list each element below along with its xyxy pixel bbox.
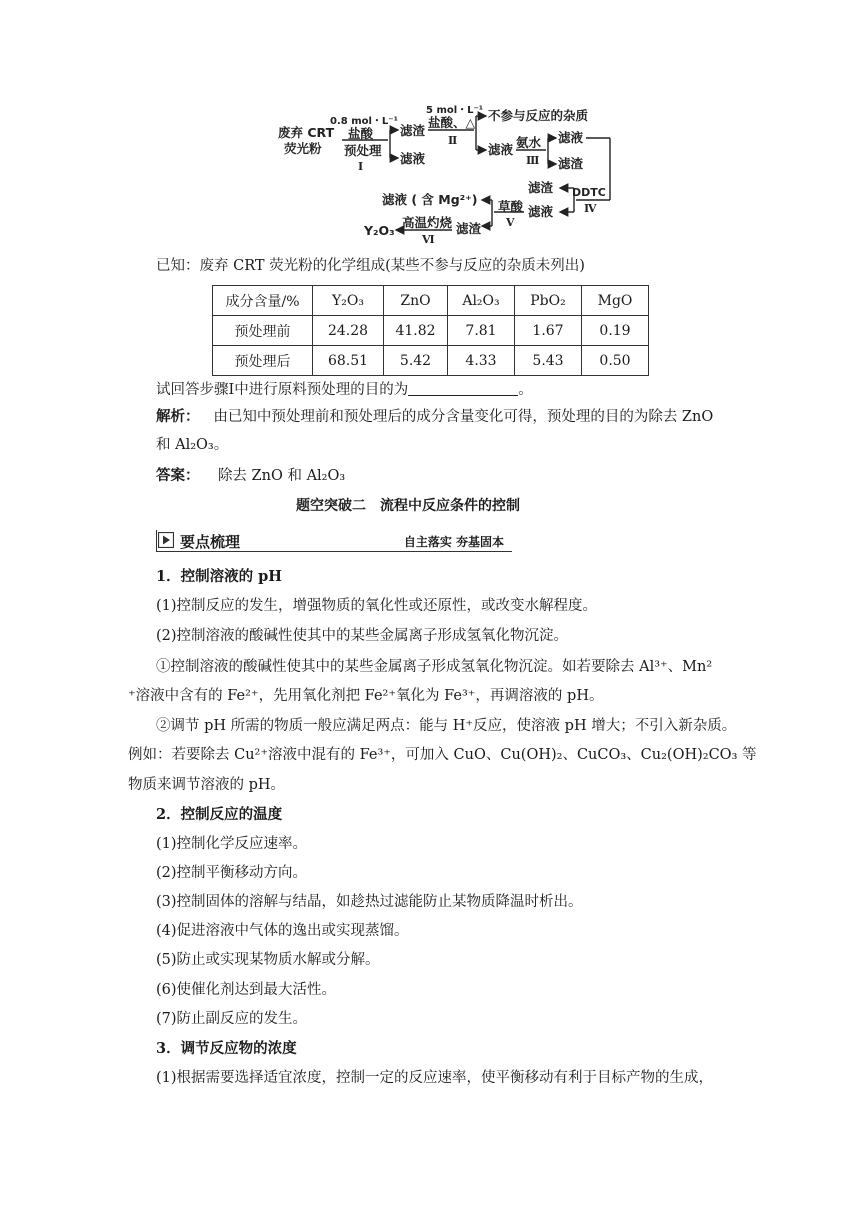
- paragraph: (1)根据需要选择适宜浓度，控制一定的反应速率，使平衡移动有利于目标产物的生成，: [156, 1070, 714, 1086]
- banner-left-bar: [156, 530, 157, 552]
- heading-2: 2．控制反应的温度: [156, 806, 283, 823]
- table-header-cell: ZnO: [384, 286, 448, 316]
- analysis-line1: [156, 407, 713, 427]
- question-text: 试回答步骤Ⅰ中进行原料预处理的目的为: [156, 382, 409, 398]
- banner-subtitle: 自主落实 夯基固本: [403, 535, 504, 549]
- table-header-cell: Al₂O₃: [448, 286, 515, 316]
- paragraph: (5)防止或实现某物质水解或分解。: [156, 952, 380, 968]
- paragraph: (1)控制反应的发生，增强物质的氧化性或还原性，或改变水解程度。: [156, 598, 598, 614]
- paragraph: (2)控制溶液的酸碱性使其中的某些金属离子形成氢氧化物沉淀。: [156, 628, 569, 644]
- banner-rule: [156, 551, 512, 552]
- paragraph: ②调节 pH 所需的物质一般应满足两点：能与 H⁺反应，使溶液 pH 增大；不引入新杂质。: [156, 718, 737, 734]
- question-end: 。: [518, 382, 533, 398]
- paragraph: ⁺溶液中含有的 Fe²⁺，先用氧化剂把 Fe²⁺氧化为 Fe³⁺，再调溶液的 pH。: [128, 688, 604, 704]
- flow-c1-step: Ⅰ: [358, 160, 364, 173]
- table-header-row: [213, 286, 649, 316]
- flow-filtrate1: 滤液: [400, 151, 426, 166]
- section-title: 题空突破二 流程中反应条件的控制: [296, 498, 520, 514]
- table-cell: 预处理后: [213, 346, 313, 376]
- flow-residue1: 滤渣: [400, 123, 426, 138]
- table-cell: 7.81: [448, 316, 515, 346]
- flow-filtrate4: 滤液: [528, 204, 554, 219]
- answer-line: [156, 466, 345, 486]
- flow-c3-step: Ⅲ: [526, 154, 540, 167]
- answer-text: 除去 ZnO 和 Al₂O₃: [217, 468, 346, 484]
- table-cell: 预处理前: [213, 316, 313, 346]
- banner-title: 要点梳理: [180, 533, 241, 551]
- table-cell: 1.67: [515, 316, 582, 346]
- flow-start-line1: 废弃 CRT: [278, 125, 335, 140]
- answer-label: 答案：: [156, 467, 200, 484]
- paragraph: (7)防止副反应的发生。: [156, 1011, 308, 1027]
- flow-c2-top: 5 mol・L⁻¹: [426, 105, 484, 116]
- paragraph: (1)控制化学反应速率。: [156, 836, 308, 852]
- flow-filtrate3: 滤液: [558, 130, 584, 145]
- flow-residue5: 滤渣: [456, 221, 482, 236]
- heading-3: 3．调节反应物的浓度: [156, 1040, 297, 1057]
- flow-c1-top: 0.8 mol・L⁻¹: [330, 116, 398, 127]
- flow-filtrate2: 滤液: [488, 142, 514, 157]
- paragraph: 例如：若要除去 Cu²⁺溶液中混有的 Fe³⁺，可加入 CuO、Cu(OH)₂、CuCO₃、Cu₂(OH)₂CO₃ 等: [128, 747, 757, 763]
- composition-table: [212, 285, 649, 376]
- table-header-cell: MgO: [582, 286, 649, 316]
- table-header-cell: PbO₂: [515, 286, 582, 316]
- flow-c4-step: Ⅳ: [584, 202, 597, 215]
- heading-1: 1．控制溶液的 pH: [156, 568, 282, 585]
- table-cell: 0.19: [582, 316, 649, 346]
- table-cell: 24.28: [313, 316, 384, 346]
- flow-c6-step: Ⅵ: [422, 233, 435, 246]
- known-text: 已知：废弃 CRT 荧光粉的化学组成(某些不参与反应的杂质未列出): [156, 258, 585, 274]
- flow-c1-mid: 盐酸: [348, 126, 374, 141]
- flow-c3-mid: 氨水: [516, 135, 542, 150]
- table-cell: 68.51: [313, 346, 384, 376]
- table-cell: 4.33: [448, 346, 515, 376]
- table-header-cell: 成分含量/%: [213, 286, 313, 316]
- table-row: [213, 346, 649, 376]
- flow-c4-mid: DDTC: [572, 186, 606, 199]
- paragraph: (6)使催化剂达到最大活性。: [156, 982, 337, 998]
- table-cell: 0.50: [582, 346, 649, 376]
- table-header-cell: Y₂O₃: [313, 286, 384, 316]
- analysis-label: 解析：: [156, 408, 200, 425]
- paragraph: (2)控制平衡移动方向。: [156, 865, 308, 881]
- flow-c5-step: Ⅴ: [506, 216, 515, 229]
- flow-c1-bottom: 预处理: [344, 143, 382, 158]
- flow-product: Y₂O₃: [364, 223, 395, 238]
- process-flow-diagram: [270, 96, 630, 248]
- table-cell: 5.42: [384, 346, 448, 376]
- flow-start-line2: 荧光粉: [284, 141, 322, 156]
- table-cell: 5.43: [515, 346, 582, 376]
- flow-residue3: 滤渣: [558, 156, 584, 171]
- question-line: [156, 380, 533, 400]
- paragraph: (4)促进溶液中气体的逸出或实现蒸馏。: [156, 923, 409, 939]
- table-row: [213, 316, 649, 346]
- flow-filtrate-mg: 滤液 ( 含 Mg²⁺): [382, 192, 478, 207]
- flow-residue4: 滤渣: [528, 180, 554, 195]
- analysis-text-2: 和 Al₂O₃。: [156, 437, 229, 453]
- answer-blank[interactable]: [408, 381, 518, 396]
- flow-c5-mid: 草酸: [498, 199, 524, 214]
- analysis-text-1: 由已知中预处理前和预处理后的成分含量变化可得，预处理的目的为除去 ZnO: [213, 409, 714, 425]
- flow-c2-mid: 盐酸、△: [428, 115, 476, 130]
- table-cell: 41.82: [384, 316, 448, 346]
- paragraph: (3)控制固体的溶解与结晶，如趁热过滤能防止某物质降温时析出。: [156, 894, 583, 910]
- paragraph: ①控制溶液的酸碱性使其中的某些金属离子形成氢氧化物沉淀。如若要除去 Al³⁺、Mn²: [156, 659, 713, 675]
- paragraph: 物质来调节溶液的 pH。: [128, 777, 286, 793]
- key-points-banner: [156, 530, 512, 552]
- flow-c6-mid: 高温灼烧: [402, 215, 453, 230]
- flow-c2-step: Ⅱ: [448, 134, 458, 147]
- flow-impurity: 不参与反应的杂质: [488, 108, 589, 123]
- play-icon: [158, 532, 174, 548]
